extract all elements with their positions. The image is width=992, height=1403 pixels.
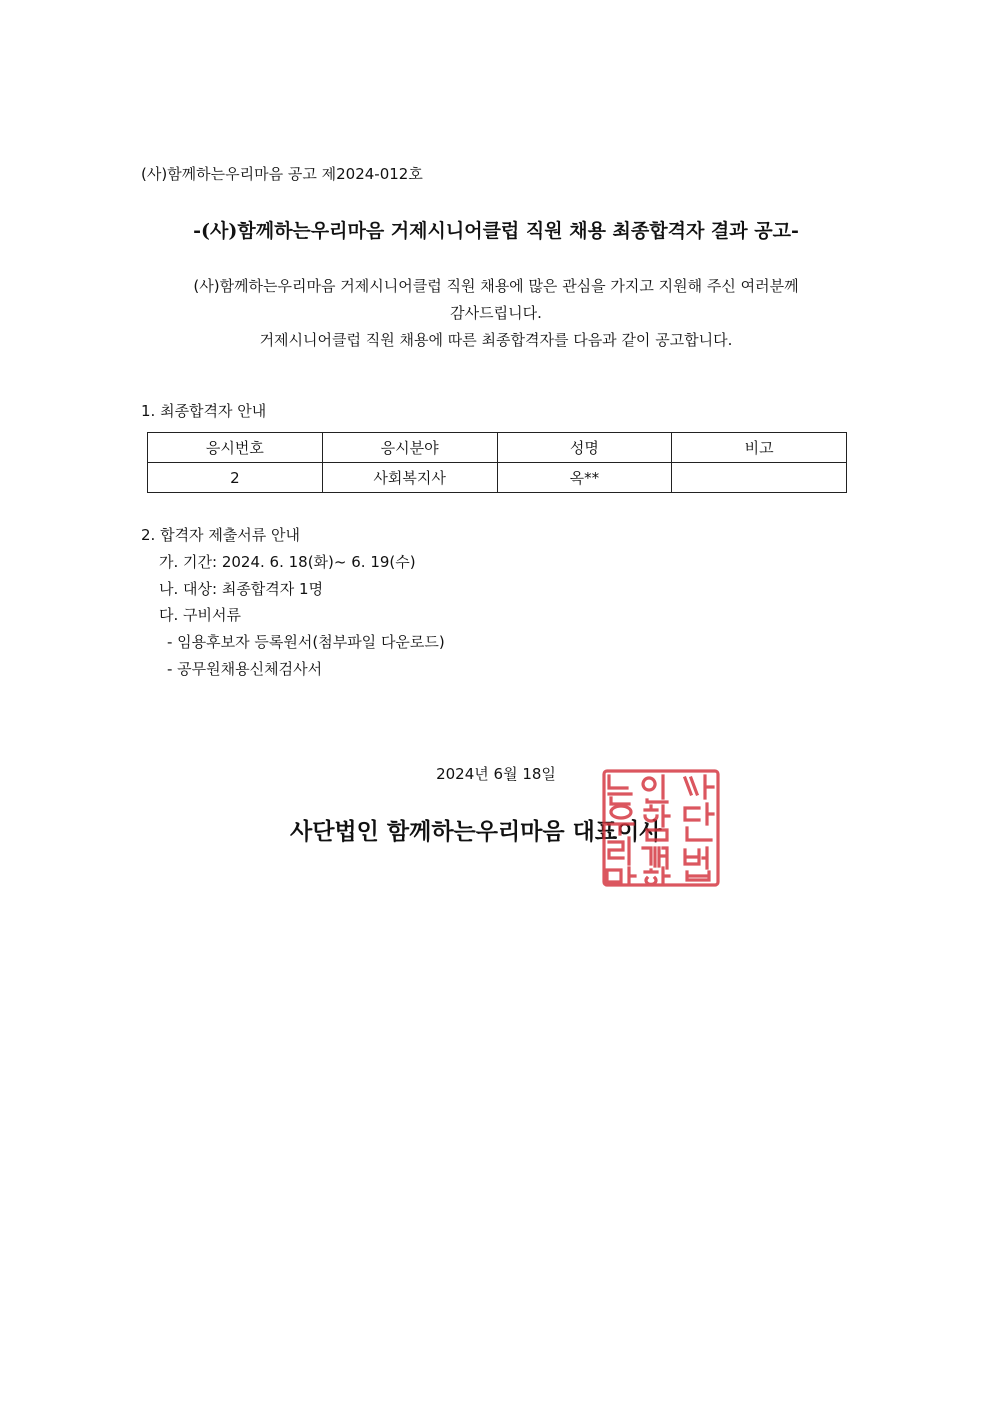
column-header: 응시번호: [148, 433, 323, 463]
document-title: -(사)함께하는우리마음 거제시니어클럽 직원 채용 최종합격자 결과 공고-: [193, 220, 799, 242]
required-documents-label: 다. 구비서류: [159, 606, 241, 624]
required-document-item: - 공무원채용신체검사서: [167, 660, 323, 678]
intro-line: 감사드립니다.: [450, 304, 542, 322]
seal-glyphs: [607, 776, 713, 884]
submission-target: 나. 대상: 최종합격자 1명: [159, 580, 324, 598]
intro-line: 거제시니어클럽 직원 채용에 따른 최종합격자를 다음과 같이 공고합니다.: [259, 331, 733, 349]
column-header: 비고: [672, 433, 847, 463]
result-table: [147, 432, 847, 493]
column-header: 응시분야: [322, 433, 497, 463]
notice-number: (사)함께하는우리마음 공고 제2024-012호: [141, 165, 423, 183]
table-cell-field: 사회복지사: [322, 463, 497, 493]
table-cell-name: 옥**: [497, 463, 672, 493]
table-row: [148, 463, 847, 493]
table-cell-remarks: [672, 463, 847, 493]
intro-line: (사)함께하는우리마음 거제시니어클럽 직원 채용에 많은 관심을 가지고 지원해 주신 여러분께: [193, 277, 799, 295]
intro-paragraph: [130, 273, 862, 354]
official-seal-icon: [601, 768, 721, 888]
submission-period: 가. 기간: 2024. 6. 18(화)~ 6. 19(수): [159, 553, 416, 571]
table-cell-exam-number: 2: [148, 463, 323, 493]
required-document-item: - 임용후보자 등록원서(첨부파일 다운로드): [167, 633, 445, 651]
section2-heading: 2. 합격자 제출서류 안내: [141, 526, 301, 544]
section1-heading: 1. 최종합격자 안내: [141, 402, 267, 420]
column-header: 성명: [497, 433, 672, 463]
signature-line: 사단법인 함께하는우리마음 대표이사: [290, 818, 662, 845]
announcement-date: 2024년 6월 18일: [436, 765, 556, 783]
table-header-row: [148, 433, 847, 463]
